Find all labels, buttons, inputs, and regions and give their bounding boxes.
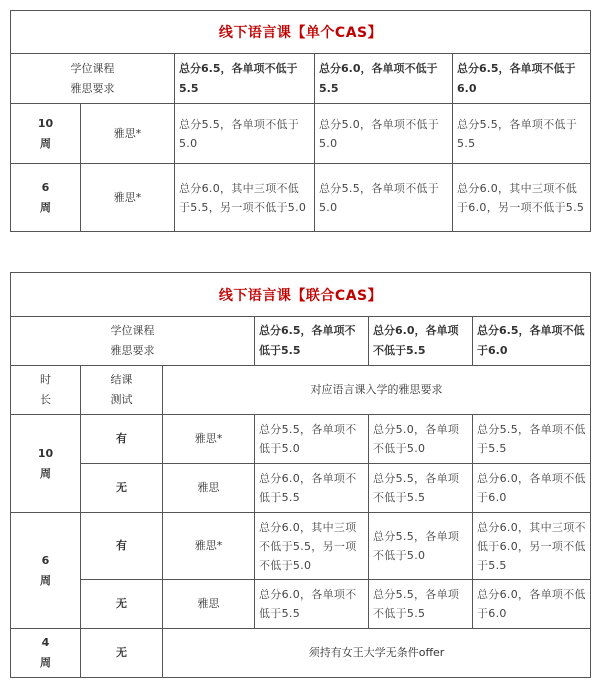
requirement-cell: 总分5.5，各单项不低于5.5 [369, 580, 473, 629]
table2-header-col1: 总分6.5，各单项不低于5.5 [255, 317, 369, 366]
offer-note: 须持有女王大学无条件offer [163, 629, 591, 678]
table1-title: 线下语言课【单个CAS】 [11, 11, 591, 54]
header-requirement: 对应语言课入学的雅思要求 [163, 366, 591, 415]
requirement-cell: 总分5.5，各单项不低于5.0 [369, 513, 473, 580]
requirement-cell: 总分5.5，各单项不低于5.5 [369, 464, 473, 513]
requirement-cell: 总分6.0，各单项不低于5.5 [255, 464, 369, 513]
table2-header-col3: 总分6.5，各单项不低于6.0 [473, 317, 591, 366]
corner-label-ielts: 雅思要求 [110, 344, 155, 357]
header-end-test: 结课 测试 [81, 366, 163, 415]
table-single-cas [10, 10, 591, 232]
table2-corner-header [11, 317, 255, 366]
corner-label-degree: 学位课程 [110, 324, 155, 337]
table2-header-col2: 总分6.0，各单项不低于5.5 [369, 317, 473, 366]
table-row [11, 164, 591, 232]
requirement-cell: 总分5.0，各单项不低于5.0 [315, 104, 453, 164]
requirement-cell: 总分5.5，各单项不低于5.0 [255, 415, 369, 464]
table-joint-cas [10, 272, 591, 678]
table2-title: 线下语言课【联合CAS】 [11, 273, 591, 317]
has-test-cell: 无 [81, 580, 163, 629]
table-row [11, 104, 591, 164]
requirement-cell: 总分6.0，各单项不低于6.0 [473, 580, 591, 629]
table1-header-col2: 总分6.0，各单项不低于5.5 [315, 54, 453, 104]
has-test-cell: 无 [81, 464, 163, 513]
test-cell: 雅思* [81, 164, 175, 232]
requirement-cell: 总分5.5，各单项不低于5.5 [453, 104, 591, 164]
test-cell: 雅思* [81, 104, 175, 164]
table1-corner-header [11, 54, 175, 104]
duration-cell: 6 周 [11, 164, 81, 232]
corner-label-ielts: 雅思要求 [70, 81, 115, 95]
table-row [11, 513, 591, 580]
requirement-cell: 总分6.0，各单项不低于6.0 [473, 464, 591, 513]
test-cell: 雅思* [163, 415, 255, 464]
table-row [11, 415, 591, 464]
corner-label-degree: 学位课程 [70, 61, 115, 75]
requirement-cell: 总分6.0，其中三项不低于6.0，另一项不低于5.5 [453, 164, 591, 232]
requirement-cell: 总分5.5，各单项不低于5.0 [315, 164, 453, 232]
table1-header-col1: 总分6.5，各单项不低于5.5 [175, 54, 315, 104]
has-test-cell: 有 [81, 513, 163, 580]
table1-header-col3: 总分6.5，各单项不低于6.0 [453, 54, 591, 104]
table-row [11, 629, 591, 678]
table-row [11, 464, 591, 513]
requirement-cell: 总分5.0，各单项不低于5.0 [369, 415, 473, 464]
requirement-cell: 总分6.0，其中三项不低于6.0，另一项不低于5.5 [473, 513, 591, 580]
duration-cell: 4 周 [11, 629, 81, 678]
table-row [11, 580, 591, 629]
requirement-cell: 总分5.5，各单项不低于5.0 [175, 104, 315, 164]
has-test-cell: 无 [81, 629, 163, 678]
has-test-cell: 有 [81, 415, 163, 464]
duration-cell: 6 周 [11, 513, 81, 629]
test-cell: 雅思 [163, 580, 255, 629]
requirement-cell: 总分5.5，各单项不低于5.5 [473, 415, 591, 464]
duration-cell: 10 周 [11, 104, 81, 164]
header-duration: 时 长 [11, 366, 81, 415]
requirement-cell: 总分6.0，其中三项不低于5.5，另一项不低于5.0 [255, 513, 369, 580]
requirement-cell: 总分6.0，各单项不低于5.5 [255, 580, 369, 629]
duration-cell: 10 周 [11, 415, 81, 513]
test-cell: 雅思 [163, 464, 255, 513]
requirement-cell: 总分6.0，其中三项不低于5.5，另一项不低于5.0 [175, 164, 315, 232]
test-cell: 雅思* [163, 513, 255, 580]
